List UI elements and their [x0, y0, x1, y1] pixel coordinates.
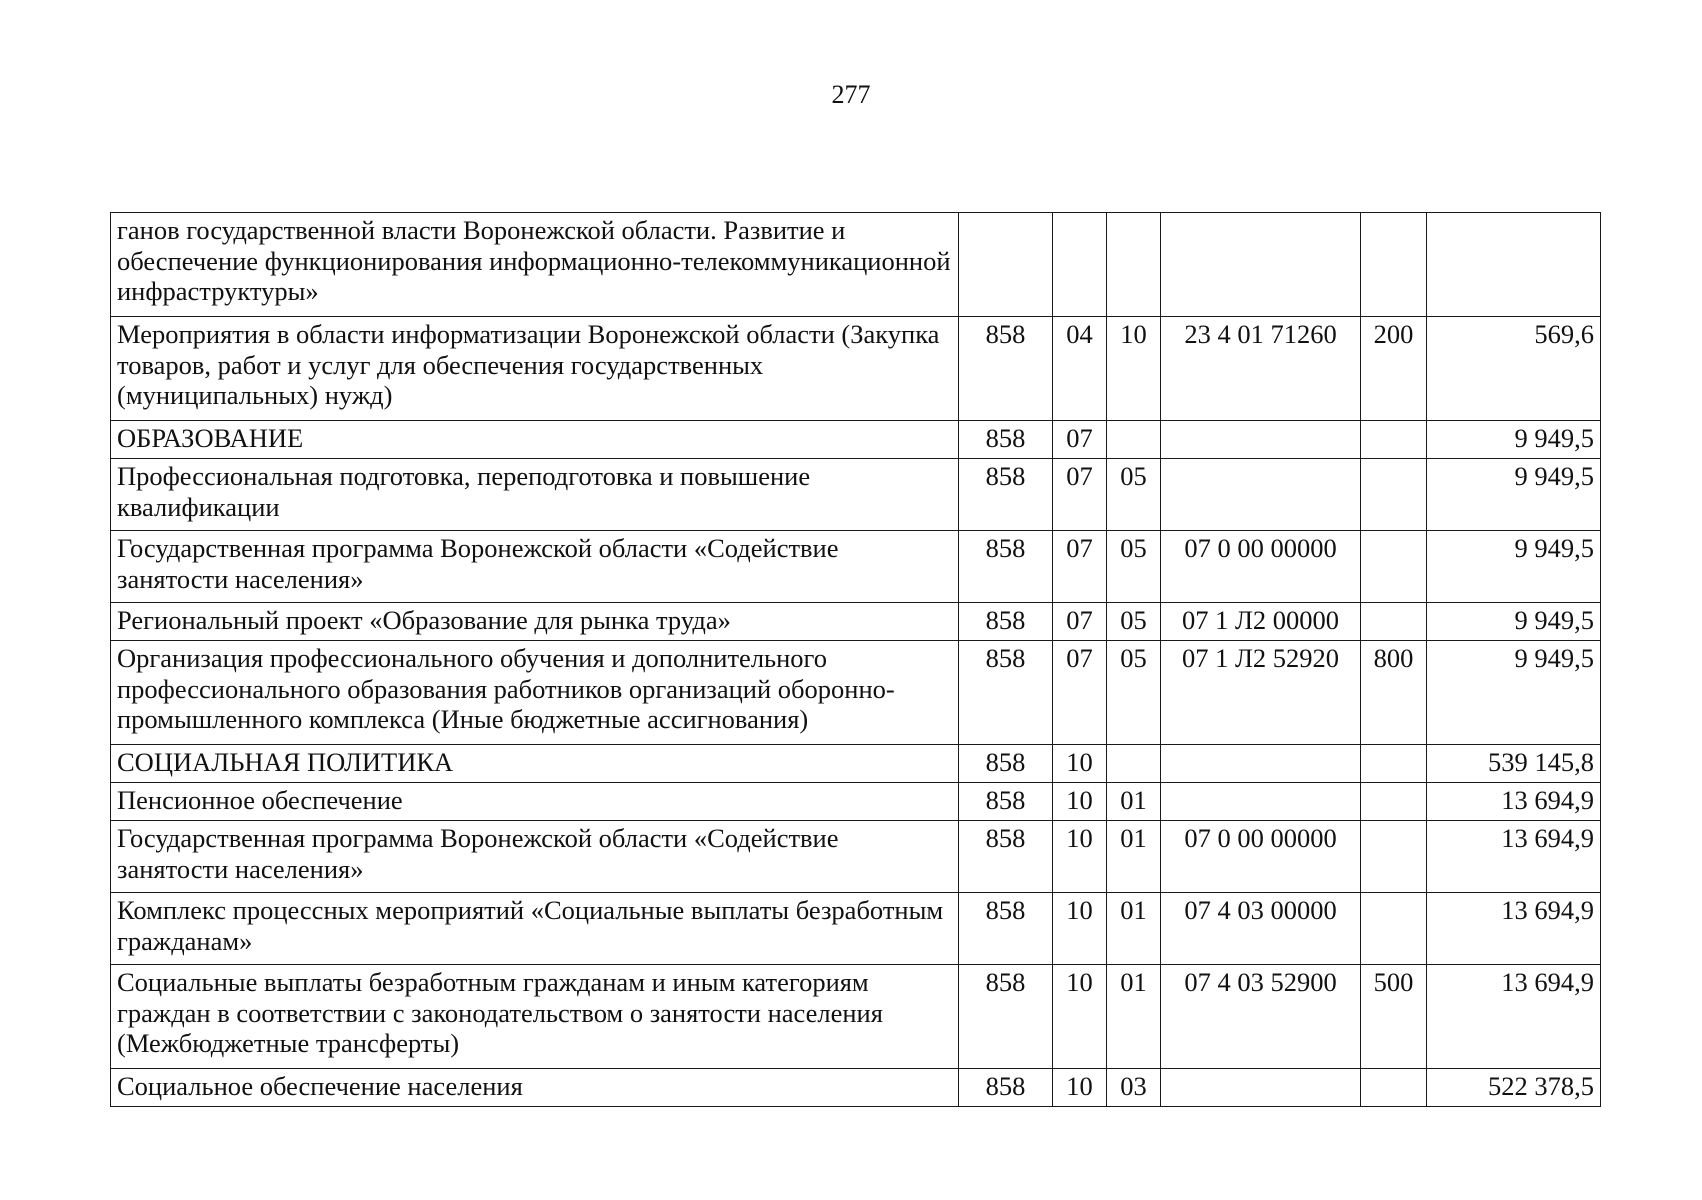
budget-table: [110, 212, 1601, 1107]
row-name-cell: ОБРАЗОВАНИЕ: [111, 421, 959, 459]
row-name-cell: Профессиональная подготовка, переподготовка и повышение квалификации: [111, 459, 959, 531]
amount-cell: [1427, 213, 1601, 317]
row-name-cell: ганов государственной власти Воронежской области. Развитие и обеспечение функционирования информационно-телекоммуникационной инфраструктуры»: [111, 213, 959, 317]
section-code-cell: 10: [1053, 821, 1107, 893]
ved-code-cell: 858: [959, 603, 1053, 641]
section-code-cell: 07: [1053, 603, 1107, 641]
ved-code-cell: 858: [959, 531, 1053, 603]
amount-cell: 569,6: [1427, 317, 1601, 421]
target-article-cell: 07 4 03 52900: [1161, 965, 1361, 1069]
amount-cell: 9 949,5: [1427, 459, 1601, 531]
table-row: [111, 317, 1601, 421]
expense-type-cell: 200: [1361, 317, 1427, 421]
page-number: 277: [831, 80, 871, 109]
ved-code-cell: 858: [959, 317, 1053, 421]
expense-type-cell: [1361, 213, 1427, 317]
section-code-cell: 10: [1053, 1069, 1107, 1107]
amount-cell: 522 378,5: [1427, 1069, 1601, 1107]
ved-code-cell: 858: [959, 965, 1053, 1069]
amount-cell: 13 694,9: [1427, 965, 1601, 1069]
table-row: [111, 603, 1601, 641]
expense-type-cell: [1361, 783, 1427, 821]
table-row: [111, 783, 1601, 821]
amount-cell: 539 145,8: [1427, 745, 1601, 783]
row-name-cell: Комплекс процессных мероприятий «Социальные выплаты безработным гражданам»: [111, 893, 959, 965]
ved-code-cell: 858: [959, 783, 1053, 821]
subsection-code-cell: 03: [1107, 1069, 1161, 1107]
table-row: [111, 641, 1601, 745]
subsection-code-cell: 01: [1107, 965, 1161, 1069]
ved-code-cell: 858: [959, 421, 1053, 459]
section-code-cell: 10: [1053, 965, 1107, 1069]
section-code-cell: 10: [1053, 745, 1107, 783]
target-article-cell: 07 4 03 00000: [1161, 893, 1361, 965]
expense-type-cell: [1361, 1069, 1427, 1107]
ved-code-cell: 858: [959, 821, 1053, 893]
table-row: [111, 213, 1601, 317]
target-article-cell: [1161, 783, 1361, 821]
row-name-cell: Пенсионное обеспечение: [111, 783, 959, 821]
subsection-code-cell: [1107, 213, 1161, 317]
target-article-cell: 07 1 Л2 52920: [1161, 641, 1361, 745]
amount-cell: 9 949,5: [1427, 531, 1601, 603]
table-row: [111, 965, 1601, 1069]
ved-code-cell: [959, 213, 1053, 317]
row-name-cell: Государственная программа Воронежской области «Содействие занятости населения»: [111, 821, 959, 893]
ved-code-cell: 858: [959, 745, 1053, 783]
section-code-cell: 04: [1053, 317, 1107, 421]
target-article-cell: 07 0 00 00000: [1161, 821, 1361, 893]
expense-type-cell: [1361, 893, 1427, 965]
section-code-cell: 10: [1053, 783, 1107, 821]
row-name-cell: СОЦИАЛЬНАЯ ПОЛИТИКА: [111, 745, 959, 783]
row-name-cell: Социальное обеспечение населения: [111, 1069, 959, 1107]
amount-cell: 9 949,5: [1427, 603, 1601, 641]
section-code-cell: 10: [1053, 893, 1107, 965]
ved-code-cell: 858: [959, 641, 1053, 745]
subsection-code-cell: 05: [1107, 459, 1161, 531]
subsection-code-cell: 01: [1107, 893, 1161, 965]
table-row: [111, 421, 1601, 459]
section-code-cell: 07: [1053, 531, 1107, 603]
subsection-code-cell: 10: [1107, 317, 1161, 421]
section-code-cell: 07: [1053, 421, 1107, 459]
target-article-cell: [1161, 213, 1361, 317]
subsection-code-cell: 05: [1107, 641, 1161, 745]
amount-cell: 9 949,5: [1427, 641, 1601, 745]
expense-type-cell: [1361, 821, 1427, 893]
table-row: [111, 459, 1601, 531]
target-article-cell: [1161, 1069, 1361, 1107]
target-article-cell: [1161, 745, 1361, 783]
row-name-cell: Региональный проект «Образование для рынка труда»: [111, 603, 959, 641]
subsection-code-cell: 01: [1107, 783, 1161, 821]
expense-type-cell: 500: [1361, 965, 1427, 1069]
expense-type-cell: [1361, 603, 1427, 641]
ved-code-cell: 858: [959, 1069, 1053, 1107]
row-name-cell: Мероприятия в области информатизации Воронежской области (Закупка товаров, работ и услуг для обеспечения государственных (муниципальных) нужд): [111, 317, 959, 421]
ved-code-cell: 858: [959, 893, 1053, 965]
target-article-cell: 07 0 00 00000: [1161, 531, 1361, 603]
section-code-cell: 07: [1053, 641, 1107, 745]
subsection-code-cell: 05: [1107, 531, 1161, 603]
table-row: [111, 531, 1601, 603]
ved-code-cell: 858: [959, 459, 1053, 531]
expense-type-cell: [1361, 531, 1427, 603]
row-name-cell: Организация профессионального обучения и дополнительного профессионального образования работников организаций оборонно-промышленного комплекса (Иные бюджетные ассигнования): [111, 641, 959, 745]
subsection-code-cell: 01: [1107, 821, 1161, 893]
target-article-cell: [1161, 421, 1361, 459]
amount-cell: 13 694,9: [1427, 783, 1601, 821]
table-row: [111, 821, 1601, 893]
row-name-cell: Социальные выплаты безработным гражданам и иным категориям граждан в соответствии с законодательством о занятости населения (Межбюджетные трансферты): [111, 965, 959, 1069]
target-article-cell: 23 4 01 71260: [1161, 317, 1361, 421]
amount-cell: 9 949,5: [1427, 421, 1601, 459]
expense-type-cell: [1361, 745, 1427, 783]
target-article-cell: 07 1 Л2 00000: [1161, 603, 1361, 641]
subsection-code-cell: [1107, 421, 1161, 459]
amount-cell: 13 694,9: [1427, 821, 1601, 893]
table-row: [111, 745, 1601, 783]
section-code-cell: [1053, 213, 1107, 317]
row-name-cell: Государственная программа Воронежской области «Содействие занятости населения»: [111, 531, 959, 603]
amount-cell: 13 694,9: [1427, 893, 1601, 965]
expense-type-cell: 800: [1361, 641, 1427, 745]
table-row: [111, 1069, 1601, 1107]
expense-type-cell: [1361, 459, 1427, 531]
subsection-code-cell: [1107, 745, 1161, 783]
target-article-cell: [1161, 459, 1361, 531]
expense-type-cell: [1361, 421, 1427, 459]
table-row: [111, 893, 1601, 965]
subsection-code-cell: 05: [1107, 603, 1161, 641]
section-code-cell: 07: [1053, 459, 1107, 531]
